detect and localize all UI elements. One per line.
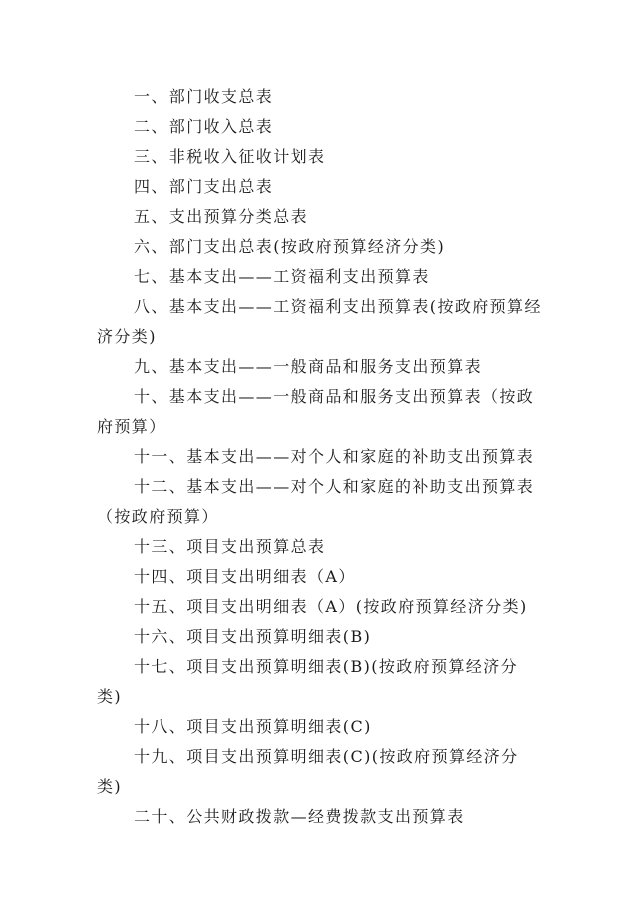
toc-item-16: 十六、项目支出预算明细表(B) bbox=[134, 627, 372, 646]
toc-item-4: 四、部门支出总表 bbox=[134, 177, 274, 196]
toc-item-7: 七、基本支出——工资福利支出预算表 bbox=[134, 267, 430, 286]
toc-item-3: 三、非税收入征收计划表 bbox=[134, 147, 326, 166]
toc-item-15: 十五、项目支出明细表（A）(按政府预算经济分类) bbox=[134, 597, 528, 616]
toc-item-20: 二十、公共财政拨款—经费拨款支出预算表 bbox=[134, 807, 465, 826]
toc-item-13: 十三、项目支出预算总表 bbox=[134, 537, 326, 556]
toc-item-1: 一、部门收支总表 bbox=[134, 87, 274, 106]
toc-item-2: 二、部门收入总表 bbox=[134, 117, 274, 136]
toc-item-8: 八、基本支出——工资福利支出预算表(按政府预算经济分类) bbox=[97, 297, 542, 346]
toc-item-19: 十九、项目支出预算明细表(C)(按政府预算经济分类) bbox=[97, 747, 519, 796]
toc-item-10: 十、基本支出——一般商品和服务支出预算表（按政府预算） bbox=[97, 387, 535, 436]
toc-item-12: 十二、基本支出——对个人和家庭的补助支出预算表（按政府预算） bbox=[97, 477, 535, 526]
toc-item-17: 十七、项目支出预算明细表(B)(按政府预算经济分类) bbox=[97, 657, 519, 706]
table-of-contents bbox=[97, 82, 543, 832]
toc-item-5: 五、支出预算分类总表 bbox=[134, 207, 309, 226]
toc-item-14: 十四、项目支出明细表（A） bbox=[134, 567, 356, 586]
toc-item-6: 六、部门支出总表(按政府预算经济分类) bbox=[134, 237, 446, 256]
toc-item-11: 十一、基本支出——对个人和家庭的补助支出预算表 bbox=[134, 447, 535, 466]
toc-item-18: 十八、项目支出预算明细表(C) bbox=[134, 717, 372, 736]
toc-item-9: 九、基本支出——一般商品和服务支出预算表 bbox=[134, 357, 483, 376]
